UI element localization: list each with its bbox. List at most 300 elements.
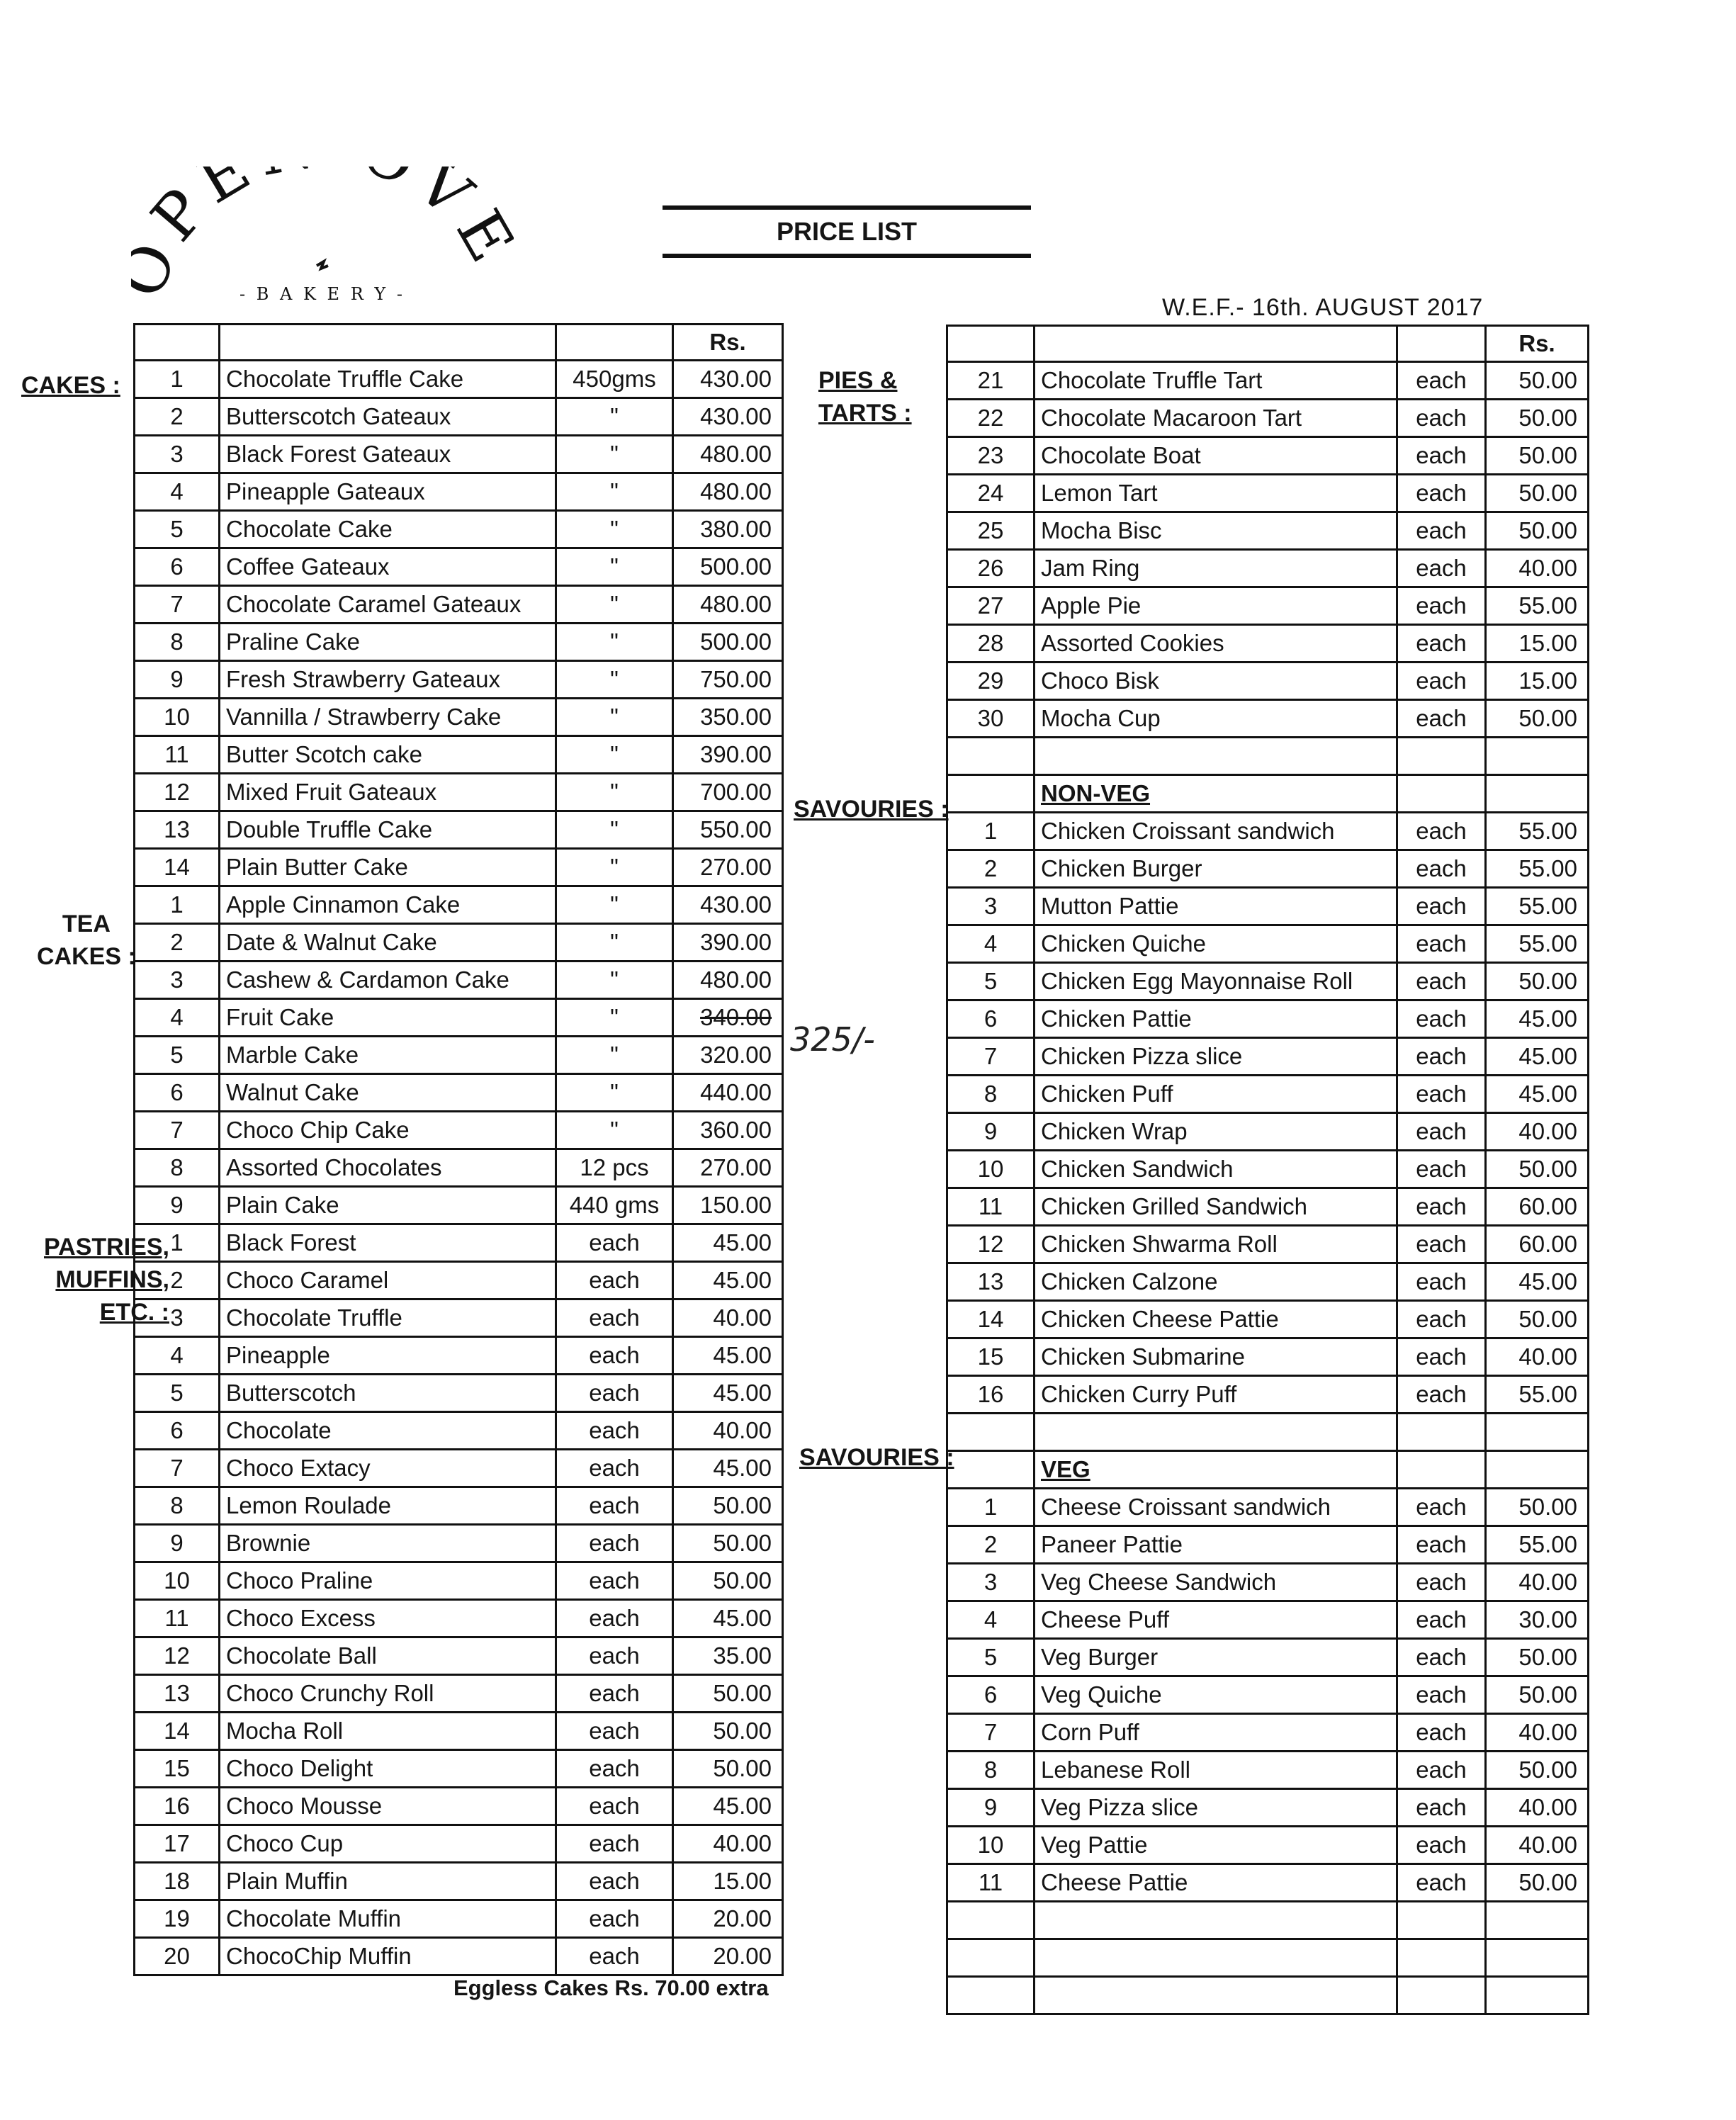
item-number: 17	[135, 1825, 220, 1863]
item-unit: each	[556, 1713, 673, 1750]
item-number: 13	[135, 811, 220, 849]
price-row	[135, 1675, 783, 1713]
item-price: 700.00	[673, 774, 783, 811]
item-unit: each	[1397, 1789, 1486, 1827]
item-name: Cashew & Cardamon Cake	[220, 962, 556, 999]
item-number: 11	[135, 736, 220, 774]
item-unit: "	[556, 774, 673, 811]
item-name: Chicken Burger	[1035, 850, 1397, 888]
item-number: 10	[135, 1562, 220, 1600]
price-row	[947, 1526, 1589, 1564]
item-number: 4	[135, 999, 220, 1037]
price-row	[135, 1938, 783, 1975]
item-price: 40.00	[1486, 1338, 1589, 1376]
item-price: 50.00	[1486, 1301, 1589, 1338]
price-row	[947, 1151, 1589, 1188]
item-name: Chicken Pattie	[1035, 1000, 1397, 1038]
price-row	[947, 1827, 1589, 1864]
price-row	[947, 1226, 1589, 1263]
item-price: 55.00	[1486, 1526, 1589, 1564]
item-unit: each	[556, 1675, 673, 1713]
price-row	[135, 1750, 783, 1788]
price-row	[947, 1714, 1589, 1752]
item-name: Chocolate Caramel Gateaux	[220, 586, 556, 624]
price-row	[135, 962, 783, 999]
item-price: 360.00	[673, 1112, 783, 1149]
item-price: 60.00	[1486, 1226, 1589, 1263]
item-name: Choco Extacy	[220, 1450, 556, 1487]
item-number: 3	[135, 436, 220, 473]
section-savouries-veg: SAVOURIES :	[799, 1444, 954, 1471]
item-name: Chicken Calzone	[1035, 1263, 1397, 1301]
item-number: 10	[947, 1827, 1035, 1864]
price-row	[947, 738, 1589, 775]
price-row	[135, 1825, 783, 1863]
item-price: 40.00	[1486, 1113, 1589, 1151]
item-price: 45.00	[673, 1600, 783, 1637]
item-number	[947, 1902, 1035, 1939]
item-unit: each	[1397, 362, 1486, 400]
currency-header: Rs.	[673, 325, 783, 361]
item-number: 5	[947, 1639, 1035, 1676]
price-row	[947, 1301, 1589, 1338]
item-unit: "	[556, 924, 673, 962]
item-unit: each	[1397, 437, 1486, 475]
item-name: Chocolate Truffle Cake	[220, 361, 556, 398]
item-name	[1035, 1977, 1397, 2014]
item-price: 55.00	[1486, 1376, 1589, 1414]
item-price: 15.00	[1486, 662, 1589, 700]
price-row	[947, 700, 1589, 738]
item-price: 45.00	[673, 1788, 783, 1825]
item-price: 270.00	[673, 1149, 783, 1187]
item-price: 20.00	[673, 1900, 783, 1938]
item-name: Chocolate Muffin	[220, 1900, 556, 1938]
price-row	[135, 924, 783, 962]
item-number: 2	[947, 850, 1035, 888]
item-number: 9	[135, 1187, 220, 1224]
item-unit: "	[556, 1074, 673, 1112]
item-name: Chicken Puff	[1035, 1076, 1397, 1113]
item-price: 40.00	[673, 1412, 783, 1450]
item-unit: each	[556, 1900, 673, 1938]
item-price: 50.00	[1486, 1864, 1589, 1902]
price-list-title: PRICE LIST	[663, 205, 1031, 258]
item-name: Veg Burger	[1035, 1639, 1397, 1676]
item-price: 40.00	[1486, 1564, 1589, 1601]
item-name: Paneer Pattie	[1035, 1526, 1397, 1564]
item-number: 5	[947, 963, 1035, 1000]
item-unit: each	[1397, 963, 1486, 1000]
item-price: 50.00	[1486, 475, 1589, 512]
item-number: 2	[947, 1526, 1035, 1564]
item-name: Chicken Cheese Pattie	[1035, 1301, 1397, 1338]
item-number: 9	[947, 1113, 1035, 1151]
item-name: Plain Cake	[220, 1187, 556, 1224]
item-unit: "	[556, 548, 673, 586]
item-name: Choco Bisk	[1035, 662, 1397, 700]
item-price: 50.00	[1486, 1151, 1589, 1188]
item-price: 40.00	[673, 1299, 783, 1337]
item-price: 40.00	[673, 1825, 783, 1863]
price-row	[135, 511, 783, 548]
price-row	[947, 775, 1589, 813]
item-unit: "	[556, 624, 673, 661]
item-unit: each	[1397, 1113, 1486, 1151]
item-number: 11	[135, 1600, 220, 1637]
left-header-row	[135, 325, 783, 361]
item-unit: each	[1397, 925, 1486, 963]
item-name: Lemon Roulade	[220, 1487, 556, 1525]
item-price: 40.00	[1486, 550, 1589, 587]
item-name: Chocolate Boat	[1035, 437, 1397, 475]
item-price: 55.00	[1486, 888, 1589, 925]
item-number: 12	[135, 774, 220, 811]
item-name: Chicken Sandwich	[1035, 1151, 1397, 1188]
item-number: 1	[947, 1489, 1035, 1526]
item-number: 2	[135, 1262, 220, 1299]
item-price: 60.00	[1486, 1188, 1589, 1226]
item-name: Veg Cheese Sandwich	[1035, 1564, 1397, 1601]
item-name: Vannilla / Strawberry Cake	[220, 699, 556, 736]
item-price: 50.00	[673, 1675, 783, 1713]
item-number: 25	[947, 512, 1035, 550]
item-number: 3	[135, 1299, 220, 1337]
item-unit: each	[1397, 625, 1486, 662]
item-name: Mocha Bisc	[1035, 512, 1397, 550]
item-name: Chicken Curry Puff	[1035, 1376, 1397, 1414]
item-number: 15	[135, 1750, 220, 1788]
item-unit: "	[556, 1112, 673, 1149]
item-price: 45.00	[673, 1224, 783, 1262]
item-price: 50.00	[673, 1525, 783, 1562]
item-price: 45.00	[673, 1375, 783, 1412]
item-name: Plain Butter Cake	[220, 849, 556, 886]
price-row	[947, 888, 1589, 925]
price-row	[947, 1113, 1589, 1151]
price-row	[135, 1900, 783, 1938]
item-unit: each	[556, 1299, 673, 1337]
price-row	[947, 1489, 1589, 1526]
item-number: 7	[135, 1112, 220, 1149]
item-price	[1486, 1451, 1589, 1489]
item-price: 380.00	[673, 511, 783, 548]
item-name: Veg Pizza slice	[1035, 1789, 1397, 1827]
item-price: 50.00	[1486, 362, 1589, 400]
item-unit	[1397, 1451, 1486, 1489]
price-row	[947, 1752, 1589, 1789]
item-name: Apple Pie	[1035, 587, 1397, 625]
item-price: 40.00	[1486, 1789, 1589, 1827]
price-row	[135, 1112, 783, 1149]
item-unit: each	[1397, 1038, 1486, 1076]
item-price: 480.00	[673, 586, 783, 624]
item-name: Choco Delight	[220, 1750, 556, 1788]
item-name: Chicken Submarine	[1035, 1338, 1397, 1376]
item-name: Mocha Cup	[1035, 700, 1397, 738]
price-row	[947, 1676, 1589, 1714]
item-unit	[1397, 1902, 1486, 1939]
item-unit: each	[556, 1863, 673, 1900]
price-row	[947, 1789, 1589, 1827]
item-price: 50.00	[1486, 963, 1589, 1000]
item-name	[1035, 738, 1397, 775]
item-number: 28	[947, 625, 1035, 662]
price-row	[135, 1412, 783, 1450]
price-row	[947, 963, 1589, 1000]
item-name: Corn Puff	[1035, 1714, 1397, 1752]
item-name: Praline Cake	[220, 624, 556, 661]
price-row	[135, 624, 783, 661]
item-number: 12	[947, 1226, 1035, 1263]
price-row	[135, 1713, 783, 1750]
item-number: 3	[135, 962, 220, 999]
item-name: Choco Crunchy Roll	[220, 1675, 556, 1713]
item-unit: 450gms	[556, 361, 673, 398]
item-price: 50.00	[673, 1487, 783, 1525]
price-row	[135, 1863, 783, 1900]
item-unit: each	[556, 1825, 673, 1863]
logo-brand-text: PE V	[137, 167, 493, 255]
price-row	[135, 1149, 783, 1187]
item-price: 50.00	[1486, 400, 1589, 437]
price-row	[135, 1074, 783, 1112]
item-number: 6	[135, 548, 220, 586]
item-price: 430.00	[673, 398, 783, 436]
item-price: 50.00	[1486, 512, 1589, 550]
item-name: Chocolate	[220, 1412, 556, 1450]
item-price: 40.00	[1486, 1827, 1589, 1864]
price-row	[947, 1564, 1589, 1601]
item-name: Pineapple	[220, 1337, 556, 1375]
item-number: 7	[135, 586, 220, 624]
price-row	[135, 1337, 783, 1375]
item-unit: each	[1397, 1263, 1486, 1301]
item-price: 440.00	[673, 1074, 783, 1112]
item-unit: each	[556, 1487, 673, 1525]
item-name: Plain Muffin	[220, 1863, 556, 1900]
item-unit: each	[556, 1412, 673, 1450]
item-name: Choco Praline	[220, 1562, 556, 1600]
item-name: Assorted Cookies	[1035, 625, 1397, 662]
price-row	[135, 1637, 783, 1675]
item-price: 45.00	[673, 1337, 783, 1375]
item-name: Chocolate Ball	[220, 1637, 556, 1675]
price-row	[947, 625, 1589, 662]
item-price: 50.00	[1486, 1752, 1589, 1789]
item-number: 24	[947, 475, 1035, 512]
item-number: 8	[947, 1752, 1035, 1789]
item-price	[1486, 1414, 1589, 1451]
item-price: 45.00	[1486, 1263, 1589, 1301]
item-unit: each	[1397, 512, 1486, 550]
item-unit	[1397, 1977, 1486, 2014]
item-number: 6	[947, 1000, 1035, 1038]
item-name: Veg Pattie	[1035, 1827, 1397, 1864]
item-price: 480.00	[673, 473, 783, 511]
item-number: 2	[135, 398, 220, 436]
item-name	[1035, 1939, 1397, 1977]
item-name: Pineapple Gateaux	[220, 473, 556, 511]
item-number: 4	[135, 1337, 220, 1375]
item-number: 1	[135, 361, 220, 398]
item-unit: "	[556, 586, 673, 624]
price-row	[947, 1451, 1589, 1489]
item-price: 550.00	[673, 811, 783, 849]
item-price	[1486, 738, 1589, 775]
price-row	[947, 1977, 1589, 2014]
price-row	[947, 475, 1589, 512]
item-number: 4	[135, 473, 220, 511]
handwritten-price-correction: 325/-	[790, 1020, 875, 1059]
item-number: 5	[135, 1037, 220, 1074]
item-unit: each	[1397, 1827, 1486, 1864]
item-name: Apple Cinnamon Cake	[220, 886, 556, 924]
item-number: 8	[135, 624, 220, 661]
item-name: Cheese Puff	[1035, 1601, 1397, 1639]
item-price: 45.00	[673, 1262, 783, 1299]
item-price: 50.00	[1486, 1676, 1589, 1714]
item-name: Chocolate Cake	[220, 511, 556, 548]
item-number: 1	[947, 813, 1035, 850]
item-price: 430.00	[673, 886, 783, 924]
logo-flame-icon	[317, 261, 328, 269]
item-unit: each	[556, 1450, 673, 1487]
item-price: 340.00	[673, 999, 783, 1037]
item-price: 50.00	[1486, 437, 1589, 475]
item-unit: each	[1397, 1564, 1486, 1601]
item-unit: "	[556, 962, 673, 999]
item-price: 50.00	[673, 1713, 783, 1750]
bakery-logo	[131, 167, 514, 329]
item-price: 480.00	[673, 962, 783, 999]
item-unit: 12 pcs	[556, 1149, 673, 1187]
item-unit	[1397, 775, 1486, 813]
item-number: 10	[947, 1151, 1035, 1188]
item-unit: each	[1397, 1338, 1486, 1376]
item-number: 6	[135, 1074, 220, 1112]
item-unit: "	[556, 511, 673, 548]
price-row	[135, 398, 783, 436]
item-name: VEG	[1035, 1451, 1397, 1489]
price-row	[135, 1262, 783, 1299]
price-row	[135, 1600, 783, 1637]
price-row	[135, 661, 783, 699]
item-price	[1486, 775, 1589, 813]
item-number: 27	[947, 587, 1035, 625]
item-unit: each	[1397, 1226, 1486, 1263]
item-name: Butterscotch Gateaux	[220, 398, 556, 436]
price-row	[135, 436, 783, 473]
item-name: Black Forest Gateaux	[220, 436, 556, 473]
item-price: 55.00	[1486, 850, 1589, 888]
item-unit: each	[1397, 1000, 1486, 1038]
item-number	[947, 1414, 1035, 1451]
item-name: ChocoChip Muffin	[220, 1938, 556, 1975]
item-unit: each	[556, 1562, 673, 1600]
price-row	[947, 850, 1589, 888]
item-unit: "	[556, 811, 673, 849]
section-pies-tarts: PIES & TARTS :	[818, 367, 912, 427]
item-number: 14	[135, 849, 220, 886]
item-price: 15.00	[1486, 625, 1589, 662]
item-number: 6	[135, 1412, 220, 1450]
section-savouries-nonveg: SAVOURIES :	[794, 796, 949, 823]
price-row	[135, 1224, 783, 1262]
item-name: Veg Quiche	[1035, 1676, 1397, 1714]
item-name: Cheese Croissant sandwich	[1035, 1489, 1397, 1526]
item-unit: "	[556, 849, 673, 886]
price-row	[135, 736, 783, 774]
item-unit: each	[556, 1375, 673, 1412]
price-row	[135, 1299, 783, 1337]
price-row	[135, 586, 783, 624]
item-name: Choco Cup	[220, 1825, 556, 1863]
item-name: Marble Cake	[220, 1037, 556, 1074]
item-unit: each	[1397, 1076, 1486, 1113]
price-row	[135, 1375, 783, 1412]
item-unit: each	[556, 1788, 673, 1825]
item-number	[947, 775, 1035, 813]
item-number: 30	[947, 700, 1035, 738]
item-number: 1	[135, 1224, 220, 1262]
item-number	[947, 1451, 1035, 1489]
item-number: 12	[135, 1637, 220, 1675]
price-row	[947, 1000, 1589, 1038]
item-price	[1486, 1977, 1589, 2014]
price-row	[135, 1525, 783, 1562]
item-price: 45.00	[1486, 1038, 1589, 1076]
price-row	[135, 849, 783, 886]
item-number: 21	[947, 362, 1035, 400]
item-price: 45.00	[1486, 1076, 1589, 1113]
item-price: 50.00	[673, 1562, 783, 1600]
item-price: 500.00	[673, 624, 783, 661]
item-name: Chocolate Truffle Tart	[1035, 362, 1397, 400]
item-name: Butter Scotch cake	[220, 736, 556, 774]
price-row	[135, 361, 783, 398]
item-name: Date & Walnut Cake	[220, 924, 556, 962]
item-name: Brownie	[220, 1525, 556, 1562]
item-unit: "	[556, 886, 673, 924]
item-name: Butterscotch	[220, 1375, 556, 1412]
item-price: 390.00	[673, 924, 783, 962]
item-price: 50.00	[1486, 1639, 1589, 1676]
item-number	[947, 738, 1035, 775]
item-unit: each	[556, 1600, 673, 1637]
item-number: 14	[947, 1301, 1035, 1338]
price-row	[947, 1939, 1589, 1977]
item-unit: each	[1397, 1301, 1486, 1338]
price-row	[947, 1864, 1589, 1902]
item-price: 390.00	[673, 736, 783, 774]
item-price: 45.00	[1486, 1000, 1589, 1038]
item-name: Mocha Roll	[220, 1713, 556, 1750]
item-unit: each	[556, 1262, 673, 1299]
item-number: 23	[947, 437, 1035, 475]
item-name: Chicken Quiche	[1035, 925, 1397, 963]
price-row	[947, 512, 1589, 550]
price-row	[947, 1902, 1589, 1939]
item-unit: each	[1397, 587, 1486, 625]
item-price	[1486, 1939, 1589, 1977]
price-row	[947, 1639, 1589, 1676]
price-row	[947, 437, 1589, 475]
item-number: 2	[135, 924, 220, 962]
item-number: 9	[947, 1789, 1035, 1827]
item-name: Walnut Cake	[220, 1074, 556, 1112]
item-unit: each	[1397, 1376, 1486, 1414]
